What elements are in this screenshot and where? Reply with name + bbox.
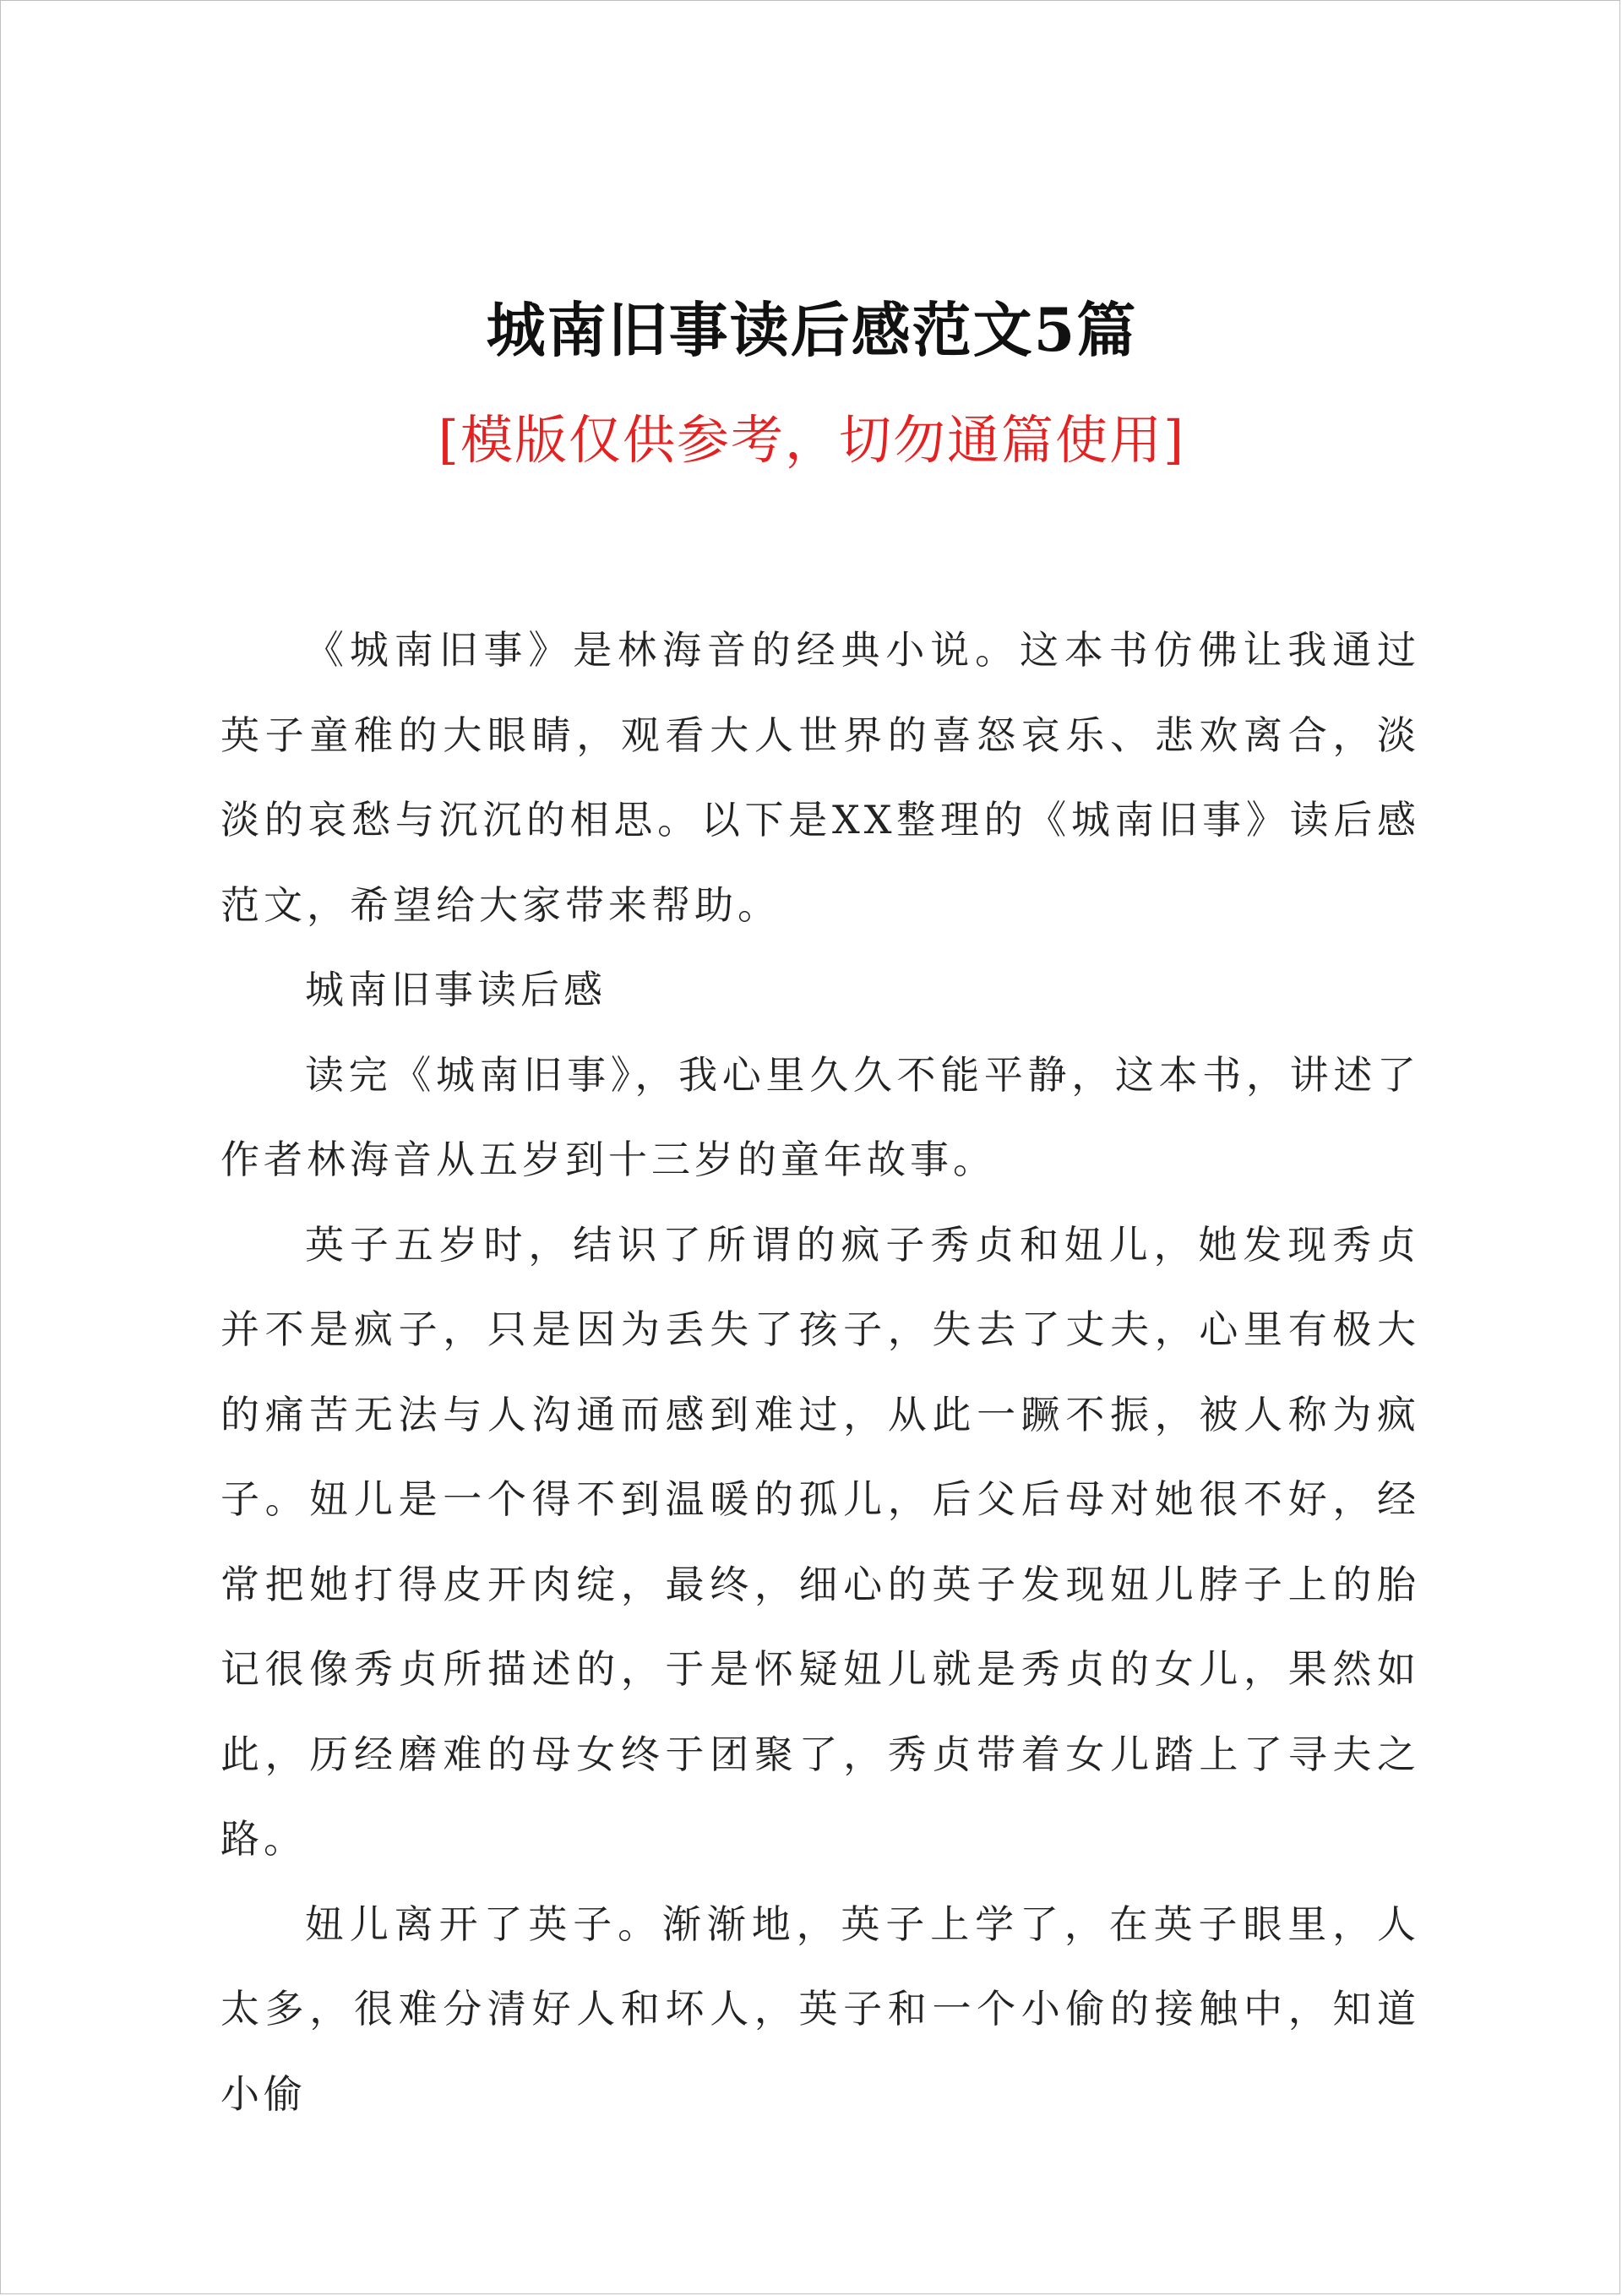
body-paragraph: 读完《城南旧事》，我心里久久不能平静，这本书，讲述了作者林海音从五岁到十三岁的童年故事。 <box>220 1051 1420 1182</box>
intro-paragraph: 《城南旧事》是林海音的经典小说。这本书仿佛让我通过英子童稚的大眼睛，观看大人世界的喜怒哀乐、悲欢离合，淡淡的哀愁与沉沉的相思。以下是XX整理的《城南旧事》读后感范文，希望给大家带来帮助。 <box>220 627 1420 928</box>
body-paragraph: 英子五岁时，结识了所谓的疯子秀贞和妞儿，她发现秀贞并不是疯子，只是因为丢失了孩子，失去了丈夫，心里有极大的痛苦无法与人沟通而感到难过，从此一蹶不振，被人称为疯子。妞儿是一个得不到温暖的孤儿，后父后母对她很不好，经常把她打得皮开肉绽，最终，细心的英子发现妞儿脖子上的胎记很像秀贞所描述的，于是怀疑妞儿就是秀贞的女儿，果然如此，历经磨难的母女终于团聚了，秀贞带着女儿踏上了寻夫之路。 <box>220 1221 1420 1862</box>
body-paragraph: 妞儿离开了英子。渐渐地，英子上学了，在英子眼里，人太多，很难分清好人和坏人，英子和一个小偷的接触中，知道小偷 <box>220 1901 1420 2117</box>
document-body <box>220 608 1420 2136</box>
document-title: 城南旧事读后感范文5篇 <box>486 295 1138 365</box>
template-notice: [模版仅供参考，切勿通篇使用] <box>438 409 1186 471</box>
section-heading: 城南旧事读后感 <box>305 967 607 1012</box>
